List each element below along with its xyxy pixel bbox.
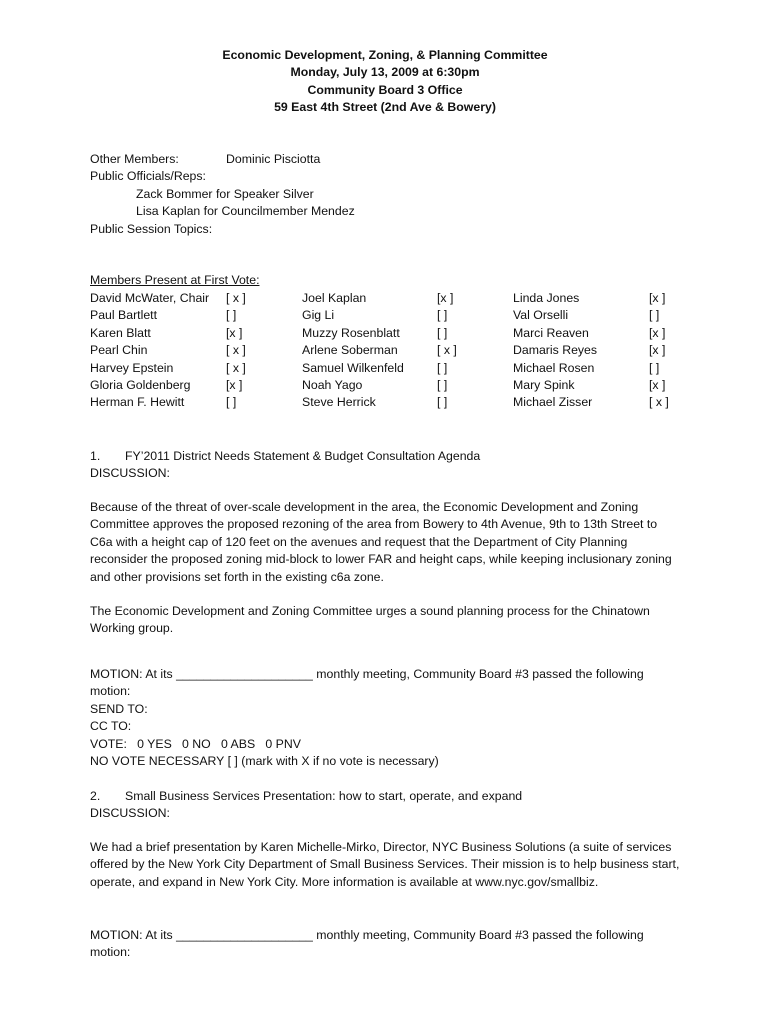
item-2-presentation-summary: We had a brief presentation by Karen Michelle-Mirko, Director, NYC Business Solutions (a suite of services offered by the New York City Department of Small Business Services. Their mission is to help business start, operate, and expand in New York City. More information is available at www.nyc.gov/smallbiz. (90, 840, 680, 889)
member-row (90, 377, 243, 394)
attendance-mark: [ ] (226, 395, 237, 410)
member-row (90, 360, 246, 377)
attendance-mark: [x ] (437, 291, 454, 305)
member-name: David McWater, Chair (90, 291, 210, 305)
member-row (302, 290, 454, 307)
member-row (513, 377, 666, 394)
meeting-date: Monday, July 13, 2009 at 6:30pm (290, 65, 480, 80)
member-name: Muzzy Rosenblatt (302, 325, 400, 340)
attendance-mark: [ ] (437, 360, 448, 375)
member-row (513, 290, 666, 307)
member-name: Steve Herrick (302, 395, 376, 410)
member-name: Joel Kaplan (302, 291, 367, 305)
discussion-label: DISCUSSION: (90, 806, 170, 821)
attendance-mark: [ x ] (226, 360, 246, 375)
member-name: Pearl Chin (90, 343, 148, 358)
rep-item: Lisa Kaplan for Councilmember Mendez (136, 204, 355, 219)
member-name: Samuel Wilkenfeld (302, 360, 404, 375)
attendance-mark: [x ] (649, 343, 666, 358)
attendance-mark: [ ] (226, 308, 237, 323)
attendance-mark: [ ] (649, 360, 660, 375)
member-row (302, 360, 448, 377)
attendance-mark: [x ] (649, 377, 666, 392)
member-row (302, 377, 448, 394)
attendance-mark: [ ] (437, 308, 448, 323)
discussion-label: DISCUSSION: (90, 466, 170, 481)
other-members-label: Other Members: (90, 152, 179, 166)
meeting-location: Community Board 3 Office (307, 82, 463, 97)
member-name: Marci Reaven (513, 325, 589, 340)
attendance-section (90, 151, 690, 238)
item-1-planning-note: The Economic Development and Zoning Committee urges a sound planning process for the Chinatown Working group. (90, 604, 650, 636)
no-vote-necessary: NO VOTE NECESSARY [ ] (mark with X if no vote is necessary) (90, 753, 439, 768)
members-heading: Members Present at First Vote: (90, 273, 260, 287)
member-row (90, 325, 243, 342)
member-row (302, 394, 448, 411)
member-name: Damaris Reyes (513, 343, 598, 358)
public-session-label: Public Session Topics: (90, 221, 213, 236)
members-column-1 (90, 290, 246, 412)
send-to-label: SEND TO: (90, 701, 148, 716)
members-column-3 (513, 290, 669, 412)
rep-item: Zack Bommer for Speaker Silver (136, 186, 314, 201)
member-row (90, 342, 246, 359)
member-name: Mary Spink (513, 377, 575, 392)
vote-tally: VOTE: 0 YES 0 NO 0 ABS 0 PNV (90, 736, 301, 751)
member-name: Gloria Goldenberg (90, 377, 191, 392)
members-heading-row (90, 272, 690, 289)
attendance-mark: [x ] (649, 325, 666, 340)
member-name: Val Orselli (513, 308, 569, 323)
member-row (513, 307, 660, 324)
member-row (302, 325, 448, 342)
attendance-mark: [x ] (649, 291, 666, 305)
attendance-mark: [ x ] (226, 291, 246, 305)
item-1-motion-block (90, 666, 690, 770)
attendance-mark: [ ] (649, 308, 660, 323)
member-name: Arlene Soberman (302, 343, 398, 358)
member-name: Michael Rosen (513, 360, 595, 375)
member-row (513, 342, 666, 359)
attendance-mark: [ x ] (226, 343, 246, 358)
attendance-mark: [ x ] (437, 343, 457, 358)
other-members-value: Dominic Pisciotta (226, 152, 321, 166)
member-row (302, 342, 457, 359)
member-name: Herman F. Hewitt (90, 395, 185, 410)
attendance-mark: [x ] (226, 325, 243, 340)
member-row (90, 394, 237, 411)
document-header (0, 47, 770, 117)
attendance-mark: [ x ] (649, 395, 669, 410)
member-name: Noah Yago (302, 377, 363, 392)
agenda-item-2-heading (90, 788, 690, 823)
member-row (513, 394, 669, 411)
committee-title: Economic Development, Zoning, & Planning Committee (222, 48, 548, 62)
member-row (302, 307, 448, 324)
member-name: Linda Jones (513, 291, 580, 305)
member-name: Michael Zisser (513, 395, 593, 410)
item-2-motion-text: MOTION: At its ____________________ monthly meeting, Community Board #3 passed the following motion: (90, 928, 644, 960)
other-members-row (90, 151, 690, 168)
members-column-2 (302, 290, 457, 412)
member-row (513, 325, 666, 342)
item-title: Small Business Services Presentation: how to start, operate, and expand (125, 789, 523, 803)
attendance-mark: [ ] (437, 377, 448, 392)
attendance-mark: [x ] (226, 377, 243, 392)
meeting-address: 59 East 4th Street (2nd Ave & Bowery) (274, 100, 496, 115)
item-number: 2. (90, 789, 101, 803)
public-officials-label: Public Officials/Reps: (90, 169, 206, 184)
item-title: FY’2011 District Needs Statement & Budget Consultation Agenda (125, 449, 481, 463)
cc-to-label: CC TO: (90, 719, 132, 734)
attendance-mark: [ ] (437, 325, 448, 340)
member-row (90, 290, 246, 307)
motion-text: MOTION: At its ____________________ monthly meeting, Community Board #3 passed the following motion: (90, 667, 644, 699)
member-name: Karen Blatt (90, 325, 151, 340)
item-1-resolution: Because of the threat of over-scale development in the area, the Economic Development and Zoning Committee approves the proposed rezoning of the area from Bowery to 4th Avenue, 9th to 13th Street to C6a with a height cap of 120 feet on the avenues and request that the Department of City Planning reconsider the proposed zoning mid-block to lower FAR and height caps, while keeping inclusionary zoning and other provisions set forth in the existing c6a zone. (90, 500, 672, 584)
member-name: Harvey Epstein (90, 360, 174, 375)
member-row (90, 307, 237, 324)
attendance-mark: [ ] (437, 395, 448, 410)
agenda-item-1-heading (90, 448, 690, 483)
member-name: Gig Li (302, 308, 335, 323)
member-row (513, 360, 660, 377)
item-number: 1. (90, 449, 101, 463)
member-name: Paul Bartlett (90, 308, 157, 323)
